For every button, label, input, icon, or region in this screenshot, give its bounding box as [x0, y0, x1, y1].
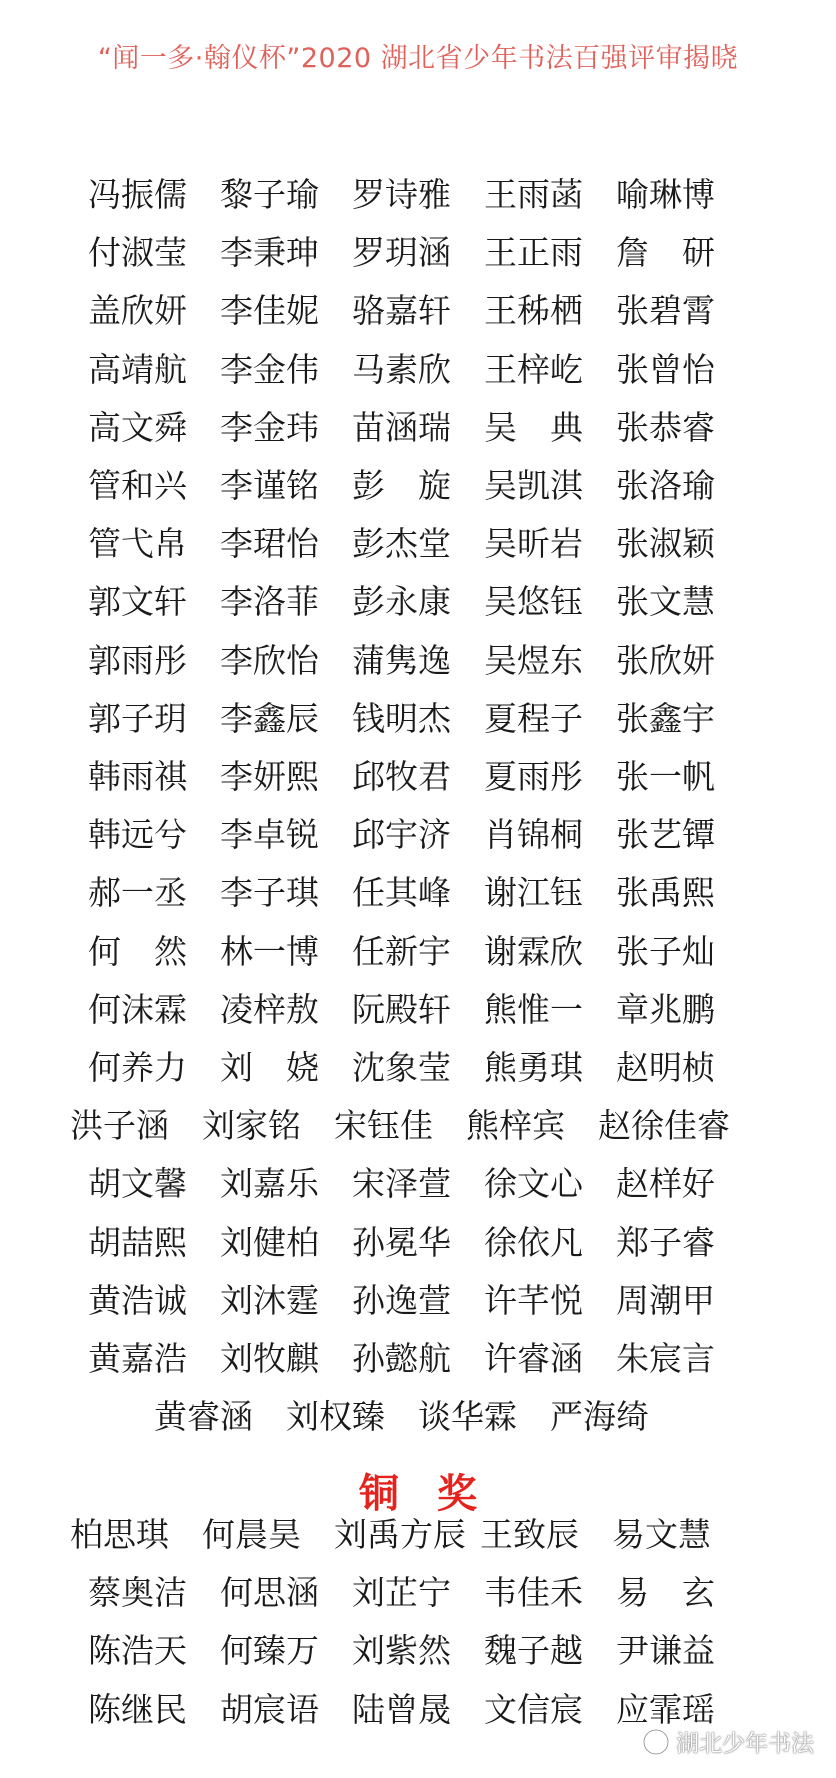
silver-name: 王梓屹 — [484, 349, 583, 389]
silver-name: 熊勇琪 — [484, 1048, 583, 1087]
bronze-name: 应霏瑶 — [616, 1689, 715, 1729]
silver-name: 宋泽萱 — [352, 1164, 451, 1204]
silver-name: 彭 旋 — [352, 466, 451, 505]
silver-row — [0, 639, 836, 683]
silver-name: 黄浩诚 — [88, 1280, 187, 1320]
page-title: “闻一多·翰仪杯”2020 湖北省少年书法百强评审揭晓 — [97, 43, 739, 74]
bronze-award-heading: 铜奖 — [359, 1471, 515, 1517]
silver-name: 王雨菡 — [484, 175, 583, 214]
silver-name: 胡文馨 — [88, 1164, 187, 1204]
silver-row — [0, 697, 836, 741]
silver-name: 赵徐佳睿 — [598, 1106, 730, 1146]
silver-row — [0, 1279, 836, 1323]
silver-name: 蒲隽逸 — [352, 640, 451, 680]
silver-row — [0, 289, 836, 333]
silver-name: 李子琪 — [220, 873, 319, 913]
silver-name: 刘家铭 — [202, 1106, 301, 1146]
silver-name: 张禹熙 — [616, 873, 715, 913]
silver-row — [0, 348, 836, 392]
silver-name: 冯振儒 — [88, 175, 187, 214]
bronze-name: 易 玄 — [616, 1573, 715, 1613]
silver-name: 张欣妍 — [616, 640, 715, 680]
silver-name: 郭文轩 — [88, 582, 187, 622]
silver-name: 詹 研 — [616, 233, 715, 273]
bronze-name: 胡宸语 — [220, 1689, 319, 1729]
silver-name: 黄嘉浩 — [88, 1339, 187, 1378]
silver-name: 谢霖欣 — [484, 931, 583, 971]
silver-row — [0, 231, 836, 275]
silver-name: 马素欣 — [352, 349, 451, 389]
bronze-name: 蔡奥洁 — [88, 1573, 187, 1613]
silver-name: 吴 典 — [484, 407, 583, 447]
silver-name: 罗诗雅 — [352, 175, 451, 214]
silver-name: 徐文心 — [484, 1164, 583, 1204]
silver-row — [0, 1104, 836, 1148]
silver-row — [0, 464, 836, 508]
bronze-name: 魏子越 — [484, 1631, 583, 1671]
silver-name: 喻琳博 — [616, 175, 715, 214]
silver-name: 吴凯淇 — [484, 466, 583, 505]
silver-name: 张曾怡 — [616, 349, 715, 389]
silver-name: 王正雨 — [484, 233, 583, 273]
silver-name: 李妍熙 — [220, 757, 319, 796]
silver-name: 吴煜东 — [484, 640, 583, 680]
silver-name: 苗涵瑞 — [352, 407, 451, 447]
silver-name: 刘权臻 — [286, 1397, 385, 1437]
silver-name: 何 然 — [88, 931, 187, 971]
silver-row — [0, 930, 836, 974]
silver-name: 高靖航 — [88, 349, 187, 389]
silver-name: 胡喆熙 — [88, 1222, 187, 1262]
silver-name: 吴悠钰 — [484, 582, 583, 622]
silver-row — [0, 813, 836, 857]
silver-name: 管和兴 — [88, 466, 187, 505]
silver-name: 宋钰佳 — [334, 1106, 433, 1146]
bronze-row — [0, 1571, 836, 1615]
silver-name: 韩雨祺 — [88, 757, 187, 796]
silver-name: 付淑莹 — [88, 233, 187, 273]
silver-name: 邱宇济 — [352, 815, 451, 855]
silver-name: 管弋帛 — [88, 524, 187, 564]
silver-name: 王秭栖 — [484, 291, 583, 331]
silver-name: 刘沐霆 — [220, 1280, 319, 1320]
silver-name: 夏雨彤 — [484, 757, 583, 796]
silver-row — [0, 522, 836, 566]
silver-name: 李金伟 — [220, 349, 319, 389]
bronze-name: 王致辰 — [480, 1515, 579, 1554]
silver-name: 韩远兮 — [88, 815, 187, 855]
silver-name: 张恭睿 — [616, 407, 715, 447]
silver-name: 骆嘉轩 — [352, 291, 451, 331]
silver-name: 盖欣妍 — [88, 291, 187, 331]
silver-name: 凌梓敖 — [220, 989, 319, 1029]
silver-name: 郑子睿 — [616, 1222, 715, 1262]
silver-name: 李佳妮 — [220, 291, 319, 331]
silver-name: 刘 娆 — [220, 1048, 319, 1087]
silver-name: 许睿涵 — [484, 1339, 583, 1378]
silver-name: 郭子玥 — [88, 698, 187, 738]
silver-name: 李卓锐 — [220, 815, 319, 855]
silver-name: 夏程子 — [484, 698, 583, 738]
silver-name: 张子灿 — [616, 931, 715, 971]
silver-row — [0, 1337, 836, 1381]
silver-name: 林一博 — [220, 931, 319, 971]
silver-name: 李谨铭 — [220, 466, 319, 505]
silver-name: 刘嘉乐 — [220, 1164, 319, 1204]
bronze-name: 何晨昊 — [202, 1515, 301, 1554]
silver-name: 何养力 — [88, 1048, 187, 1087]
silver-name: 任其峰 — [352, 873, 451, 913]
silver-name: 李金玮 — [220, 407, 319, 447]
silver-name: 刘健柏 — [220, 1222, 319, 1262]
silver-row — [0, 173, 836, 217]
bronze-name: 陈继民 — [88, 1689, 187, 1729]
silver-name: 罗玥涵 — [352, 233, 451, 273]
silver-name: 郝一丞 — [88, 873, 187, 913]
silver-name: 张文慧 — [616, 582, 715, 622]
silver-name: 高文舜 — [88, 407, 187, 447]
bronze-name: 文信宸 — [484, 1689, 583, 1729]
silver-name: 张鑫宇 — [616, 698, 715, 738]
silver-name: 李洛菲 — [220, 582, 319, 622]
silver-row — [0, 406, 836, 450]
silver-name: 何沫霖 — [88, 989, 187, 1029]
silver-name: 李秉珅 — [220, 233, 319, 273]
silver-name: 刘牧麒 — [220, 1339, 319, 1378]
bronze-name: 易文慧 — [612, 1515, 711, 1554]
silver-row — [0, 1395, 836, 1439]
silver-name: 张洛瑜 — [616, 466, 715, 505]
silver-name: 任新宇 — [352, 931, 451, 971]
bronze-name: 何思涵 — [220, 1573, 319, 1613]
silver-name: 阮殿轩 — [352, 989, 451, 1029]
silver-name: 彭永康 — [352, 582, 451, 622]
silver-name: 张一帆 — [616, 757, 715, 796]
silver-name: 李欣怡 — [220, 640, 319, 680]
watermark — [642, 1725, 814, 1758]
silver-row — [0, 1162, 836, 1206]
silver-row — [0, 755, 836, 799]
silver-name: 张淑颖 — [616, 524, 715, 564]
silver-name: 张碧霄 — [616, 291, 715, 331]
bronze-name: 刘芷宁 — [352, 1573, 451, 1613]
silver-name: 朱宸言 — [616, 1339, 715, 1378]
silver-name: 张艺镡 — [616, 815, 715, 855]
bronze-name: 陆曾晟 — [352, 1689, 451, 1729]
silver-name: 孙逸萱 — [352, 1280, 451, 1320]
bronze-name: 何臻万 — [220, 1631, 319, 1671]
silver-name: 邱牧君 — [352, 757, 451, 796]
silver-name: 郭雨彤 — [88, 640, 187, 680]
bronze-name: 刘紫然 — [352, 1631, 451, 1671]
silver-name: 肖锦桐 — [484, 815, 583, 855]
silver-name: 赵明桢 — [616, 1048, 715, 1087]
silver-name: 章兆鹏 — [616, 989, 715, 1029]
bronze-name: 刘禹方辰 — [334, 1515, 466, 1554]
bronze-name: 韦佳禾 — [484, 1573, 583, 1613]
silver-name: 熊惟一 — [484, 989, 583, 1029]
bronze-name: 尹谦益 — [616, 1631, 715, 1671]
silver-row — [0, 1046, 836, 1090]
silver-name: 洪子涵 — [70, 1106, 169, 1146]
silver-name: 许芊悦 — [484, 1280, 583, 1320]
silver-name: 谢江钰 — [484, 873, 583, 913]
silver-name: 沈象莹 — [352, 1048, 451, 1087]
bronze-name: 陈浩天 — [88, 1631, 187, 1671]
silver-name: 孙懿航 — [352, 1339, 451, 1378]
silver-name: 李鑫辰 — [220, 698, 319, 738]
silver-name: 黄睿涵 — [154, 1397, 253, 1437]
silver-row — [0, 988, 836, 1032]
silver-name: 熊梓宾 — [466, 1106, 565, 1146]
watermark-text: 湖北少年书法 — [676, 1731, 814, 1757]
silver-name: 吴昕岩 — [484, 524, 583, 564]
silver-name: 徐依凡 — [484, 1222, 583, 1262]
silver-row — [0, 580, 836, 624]
silver-name: 谈华霖 — [418, 1397, 517, 1437]
bronze-row — [0, 1629, 836, 1673]
silver-name: 周潮甲 — [616, 1280, 715, 1320]
silver-name: 严海绮 — [550, 1397, 649, 1437]
silver-name: 孙冕华 — [352, 1222, 451, 1262]
bronze-row — [0, 1513, 836, 1557]
silver-name: 黎子瑜 — [220, 175, 319, 214]
silver-name: 赵样好 — [616, 1164, 715, 1204]
wechat-search-icon — [642, 1728, 670, 1756]
silver-name: 李珺怡 — [220, 524, 319, 564]
silver-row — [0, 1221, 836, 1265]
silver-name: 彭杰堂 — [352, 524, 451, 564]
bronze-name: 柏思琪 — [70, 1515, 169, 1554]
silver-row — [0, 871, 836, 915]
silver-name: 钱明杰 — [352, 698, 451, 738]
